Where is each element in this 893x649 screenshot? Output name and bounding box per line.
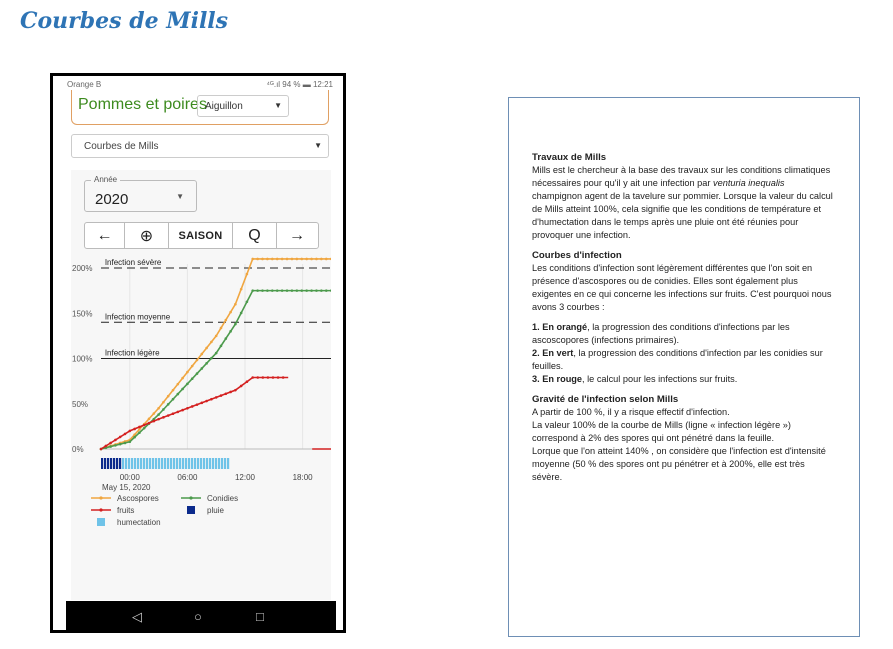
app-title: Pommes et poires (78, 96, 207, 113)
y-tick-label: 50% (72, 399, 89, 409)
zoom-out-button[interactable]: Q (233, 223, 277, 248)
series-point (129, 430, 132, 433)
series-point (215, 335, 218, 338)
series-point (186, 407, 189, 410)
series-point (325, 258, 328, 261)
series-point (277, 376, 280, 379)
chart-panel (71, 170, 331, 600)
series-point (225, 319, 228, 322)
series-point (162, 416, 165, 419)
series-point (109, 445, 112, 448)
series-point (261, 258, 264, 261)
wetness-bar (170, 458, 172, 469)
wetness-bar (107, 458, 109, 469)
x-tick-label: 18:00 (292, 473, 313, 482)
para-gravite-1: A partir de 100 %, il y a risque effectif d'infection. (532, 407, 730, 417)
series-point (271, 289, 274, 292)
wetness-bar (194, 458, 196, 469)
series-point (119, 436, 122, 439)
wetness-bar (149, 458, 151, 469)
series-point (266, 258, 269, 261)
wetness-bar (104, 458, 106, 469)
series-point (167, 395, 170, 398)
series-point (148, 422, 151, 425)
back-icon[interactable]: ◁ (132, 609, 142, 624)
wetness-bar (161, 458, 163, 469)
series-point (186, 383, 189, 386)
wetness-bar (131, 458, 133, 469)
series-point (177, 393, 180, 396)
series-point (138, 431, 141, 434)
series-point (234, 323, 237, 326)
series-point (291, 258, 294, 261)
series-point (256, 289, 259, 292)
wetness-bar (197, 458, 199, 469)
series-point (196, 403, 199, 406)
series-point (305, 258, 308, 261)
wetness-bar (119, 458, 121, 469)
series-point (220, 394, 223, 397)
series-point (201, 353, 204, 356)
series-point (201, 402, 204, 405)
legend-swatch-dot (99, 508, 102, 511)
series-point (320, 258, 323, 261)
location-value: Aiguillon (205, 101, 243, 112)
zoom-in-button[interactable]: ⊕ (125, 223, 169, 248)
wetness-bar (125, 458, 127, 469)
wetness-bar (227, 458, 229, 469)
series-point (133, 428, 136, 431)
legend-label: Ascospores (117, 494, 159, 503)
series-point (186, 371, 189, 374)
wetness-bar (176, 458, 178, 469)
series-point (105, 445, 108, 448)
series-point (124, 442, 127, 445)
series-point (256, 258, 259, 261)
wetness-bar (188, 458, 190, 469)
x-tick-label: 12:00 (234, 473, 256, 482)
legend-swatch (97, 518, 105, 526)
series-point (143, 424, 146, 427)
para-gravite-2: La valeur 100% de la courbe de Mills (ligne « infection légère ») correspond à 2% des spores qui ont pénétré dans la feuille. (532, 420, 791, 443)
x-tick-label: 00:00 (119, 473, 140, 482)
series-point (138, 426, 141, 429)
series-point (124, 433, 127, 436)
legend-label: humectation (117, 518, 161, 527)
y-tick-label: 200% (72, 264, 93, 273)
series-point (215, 352, 218, 355)
series-point (310, 258, 313, 261)
series-point (240, 288, 243, 291)
para-courbes: Les conditions d'infection sont légèrement différentes que l'on soit en présence d'ascospores ou de conidies. Elles sont également plus exigentes en ce qui concerne les infections sur fruits. C'est pourquoi nous avons 3 courbes : (532, 263, 832, 312)
series-point (177, 411, 180, 414)
series-point (229, 311, 232, 314)
series-point (181, 377, 184, 380)
wetness-bar (173, 458, 175, 469)
chart-navbar (84, 222, 319, 249)
series-point (276, 258, 279, 261)
series-point (157, 407, 160, 410)
series-point (251, 258, 254, 261)
series-point (162, 408, 165, 411)
year-select[interactable] (84, 175, 197, 212)
series-point (153, 412, 156, 415)
wetness-bar (146, 458, 148, 469)
caret-down-icon: ▼ (176, 192, 184, 201)
series-point (330, 258, 331, 261)
series-point (315, 289, 318, 292)
series-point (229, 391, 232, 394)
series-point (167, 414, 170, 417)
carrier-label: Orange B (67, 80, 102, 89)
para-gravite-3: Lorque que l'on atteint 140% , on considère que l'infection est d'intensité moyenne (50 % des spores ont pu pénétrer et à 200%, elle est très sévère. (532, 446, 826, 482)
series-point (296, 289, 299, 292)
series-point (240, 385, 243, 388)
series-point (305, 289, 308, 292)
series-point (225, 392, 228, 395)
series-point (191, 405, 194, 408)
series-point (196, 372, 199, 375)
heading-travaux: Travaux de Mills (532, 152, 607, 163)
location-select[interactable] (197, 95, 289, 117)
series-point (291, 289, 294, 292)
series-point (296, 258, 299, 261)
series-point (330, 289, 331, 292)
series-point (172, 412, 175, 415)
series-point (100, 448, 103, 451)
mills-chart (71, 256, 331, 456)
series-point (205, 347, 208, 350)
next-button[interactable]: → (289, 226, 305, 244)
wetness-bar (164, 458, 166, 469)
series-point (246, 380, 249, 383)
series-point (153, 420, 156, 423)
list-item: 1. En orangé, la progression des conditions d'infections par les ascoscopores (infections primaires). (532, 322, 790, 345)
series-point (205, 362, 208, 365)
series-point (225, 337, 228, 340)
series-point (246, 273, 249, 276)
chart-type-value: Courbes de Mills (84, 141, 159, 152)
threshold-label: Infection légère (104, 348, 160, 358)
prev-button[interactable]: ← (85, 223, 125, 248)
series-line-fruits (101, 378, 288, 449)
wetness-bar (224, 458, 226, 469)
wetness-bar (113, 458, 115, 469)
series-point (267, 376, 270, 379)
legend-label: pluie (207, 506, 224, 515)
home-icon[interactable]: ○ (194, 609, 202, 624)
wetness-bar (215, 458, 217, 469)
series-point (251, 376, 254, 379)
chart-footer (71, 458, 331, 568)
wetness-bar (134, 458, 136, 469)
wetness-bar (200, 458, 202, 469)
legend-swatch-dot (99, 496, 102, 499)
y-tick-label: 150% (72, 309, 93, 319)
heading-gravite: Gravité de l'infection selon Mills (532, 394, 679, 405)
wetness-bar (185, 458, 187, 469)
wetness-bar (209, 458, 211, 469)
wetness-bar (116, 458, 118, 469)
x-tick-label: 06:00 (177, 473, 198, 482)
wetness-bar (158, 458, 160, 469)
wetness-bar (218, 458, 220, 469)
series-point (181, 409, 184, 412)
series-point (138, 428, 141, 431)
wetness-bar (203, 458, 205, 469)
series-point (162, 401, 165, 404)
heading-courbes: Courbes d'infection (532, 250, 622, 261)
series-point (167, 403, 170, 406)
status-icons: ⁴ᴳ.ıl 94 % ▬ 12:21 (266, 80, 333, 89)
phone-screenshot (50, 73, 346, 633)
series-point (272, 376, 275, 379)
series-point (172, 398, 175, 401)
series-point (177, 383, 180, 386)
header-card (71, 90, 329, 125)
series-point (114, 444, 117, 447)
series-point (300, 258, 303, 261)
series-point (261, 289, 264, 292)
series-point (210, 357, 213, 360)
series-point (246, 300, 249, 303)
series-point (210, 341, 213, 344)
series-point (229, 330, 232, 333)
year-label: Année (91, 175, 120, 184)
threshold-label: Infection moyenne (104, 312, 171, 322)
wetness-bar (122, 458, 124, 469)
series-point (201, 367, 204, 370)
series-point (143, 427, 146, 430)
wetness-bar (179, 458, 181, 469)
list-item: 3. En rouge, le calcul pour les infections sur fruits. (532, 374, 738, 384)
series-point (256, 376, 259, 379)
series-point (129, 440, 132, 443)
wetness-bar (155, 458, 157, 469)
wetness-bar (128, 458, 130, 469)
series-point (271, 258, 274, 261)
series-point (157, 418, 160, 421)
android-nav-bar (66, 601, 336, 630)
y-tick-label: 0% (72, 445, 84, 454)
chart-type-select[interactable] (71, 134, 329, 158)
info-box (508, 97, 860, 637)
series-point (148, 418, 151, 421)
series-point (109, 442, 112, 445)
threshold-label: Infection sévère (104, 258, 162, 267)
legend-swatch (187, 506, 195, 514)
legend-label: Conidies (207, 494, 239, 503)
series-point (262, 376, 265, 379)
legend-label: fruits (117, 506, 135, 515)
wetness-bar (212, 458, 214, 469)
series-point (282, 376, 285, 379)
series-point (220, 327, 223, 330)
series-point (205, 400, 208, 403)
series-point (281, 258, 284, 261)
wetness-bar (110, 458, 112, 469)
list-item: 2. En vert, la progression des conditions d'infection par les conidies sur feuilles. (532, 348, 823, 371)
wetness-bar (167, 458, 169, 469)
series-point (191, 377, 194, 380)
wetness-bar (191, 458, 193, 469)
series-point (133, 436, 136, 439)
season-button[interactable]: SAISON (169, 223, 233, 248)
recent-apps-icon[interactable]: □ (256, 609, 264, 624)
series-point (281, 289, 284, 292)
series-point (315, 258, 318, 261)
series-point (234, 303, 237, 306)
wetness-bar (101, 458, 103, 469)
legend-swatch-dot (189, 496, 192, 499)
series-point (266, 289, 269, 292)
year-value: 2020 (95, 191, 129, 208)
series-point (320, 289, 323, 292)
wetness-bar (152, 458, 154, 469)
series-point (210, 398, 213, 401)
page-title: Courbes de Mills (20, 8, 229, 34)
x-date-label: May 15, 2020 (102, 483, 151, 492)
series-point (181, 388, 184, 391)
series-point (157, 413, 160, 416)
series-point (286, 289, 289, 292)
series-point (215, 396, 218, 399)
series-point (172, 389, 175, 392)
wetness-bar (143, 458, 145, 469)
y-tick-label: 100% (72, 354, 93, 364)
series-point (300, 289, 303, 292)
caret-down-icon: ▼ (314, 141, 322, 150)
wetness-bar (206, 458, 208, 469)
series-point (276, 289, 279, 292)
wetness-bar (182, 458, 184, 469)
wetness-bar (137, 458, 139, 469)
series-point (119, 443, 122, 446)
series-point (191, 365, 194, 368)
series-point (114, 439, 117, 442)
series-point (310, 289, 313, 292)
wetness-bar (140, 458, 142, 469)
series-point (196, 359, 199, 362)
series-point (220, 345, 223, 348)
wetness-bar (221, 458, 223, 469)
series-point (234, 389, 237, 392)
series-point (251, 289, 254, 292)
series-point (325, 289, 328, 292)
para-travaux: Mills est le chercheur à la base des travaux sur les conditions climatiques nécessaires pour qu'il y ait une infection par venturia inequalis champignon agent de la tavelure sur pommier. Lorsque la valeur du calcul de Mills atteint 100%, cela signifie que les conditions de température et d'humectation dans le temps après une pluie ont été réunies pour provoquer une infection. (532, 165, 833, 240)
caret-down-icon: ▼ (274, 101, 282, 110)
series-point (286, 258, 289, 261)
series-point (240, 312, 243, 315)
